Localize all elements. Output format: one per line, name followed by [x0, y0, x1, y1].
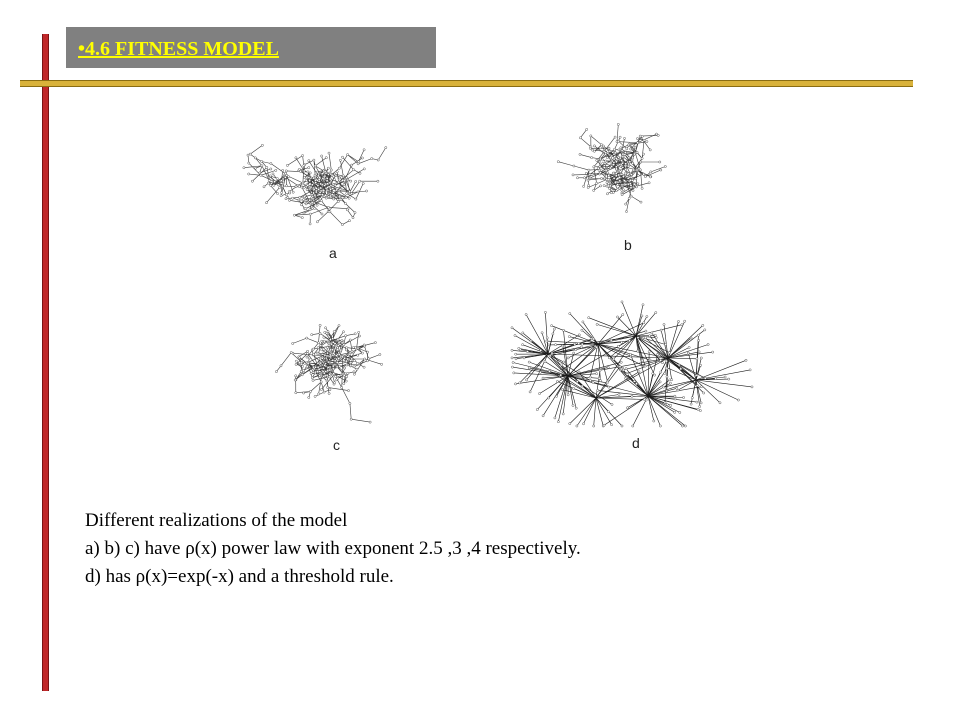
network-graph-c: [198, 282, 463, 454]
network-graph-b: [512, 85, 757, 255]
panel-label-b: b: [624, 237, 632, 253]
caption-line-2: a) b) c) have ρ(x) power law with exponent 2.5 ,3 ,4 respectively.: [85, 538, 581, 559]
network-graph-a: [225, 88, 445, 266]
network-graph-d: [508, 276, 758, 452]
panel-label-a: a: [329, 245, 337, 261]
caption-line-1: Different realizations of the model: [85, 510, 348, 531]
caption: [85, 507, 581, 591]
panel-label-c: c: [333, 437, 340, 453]
caption-line-3: d) has ρ(x)=exp(-x) and a threshold rule.: [85, 566, 394, 587]
top-gold-bar: [20, 80, 913, 87]
panel-label-d: d: [632, 435, 640, 451]
slide-title: •4.6 FITNESS MODEL: [78, 38, 279, 60]
left-red-bar: [42, 34, 49, 691]
